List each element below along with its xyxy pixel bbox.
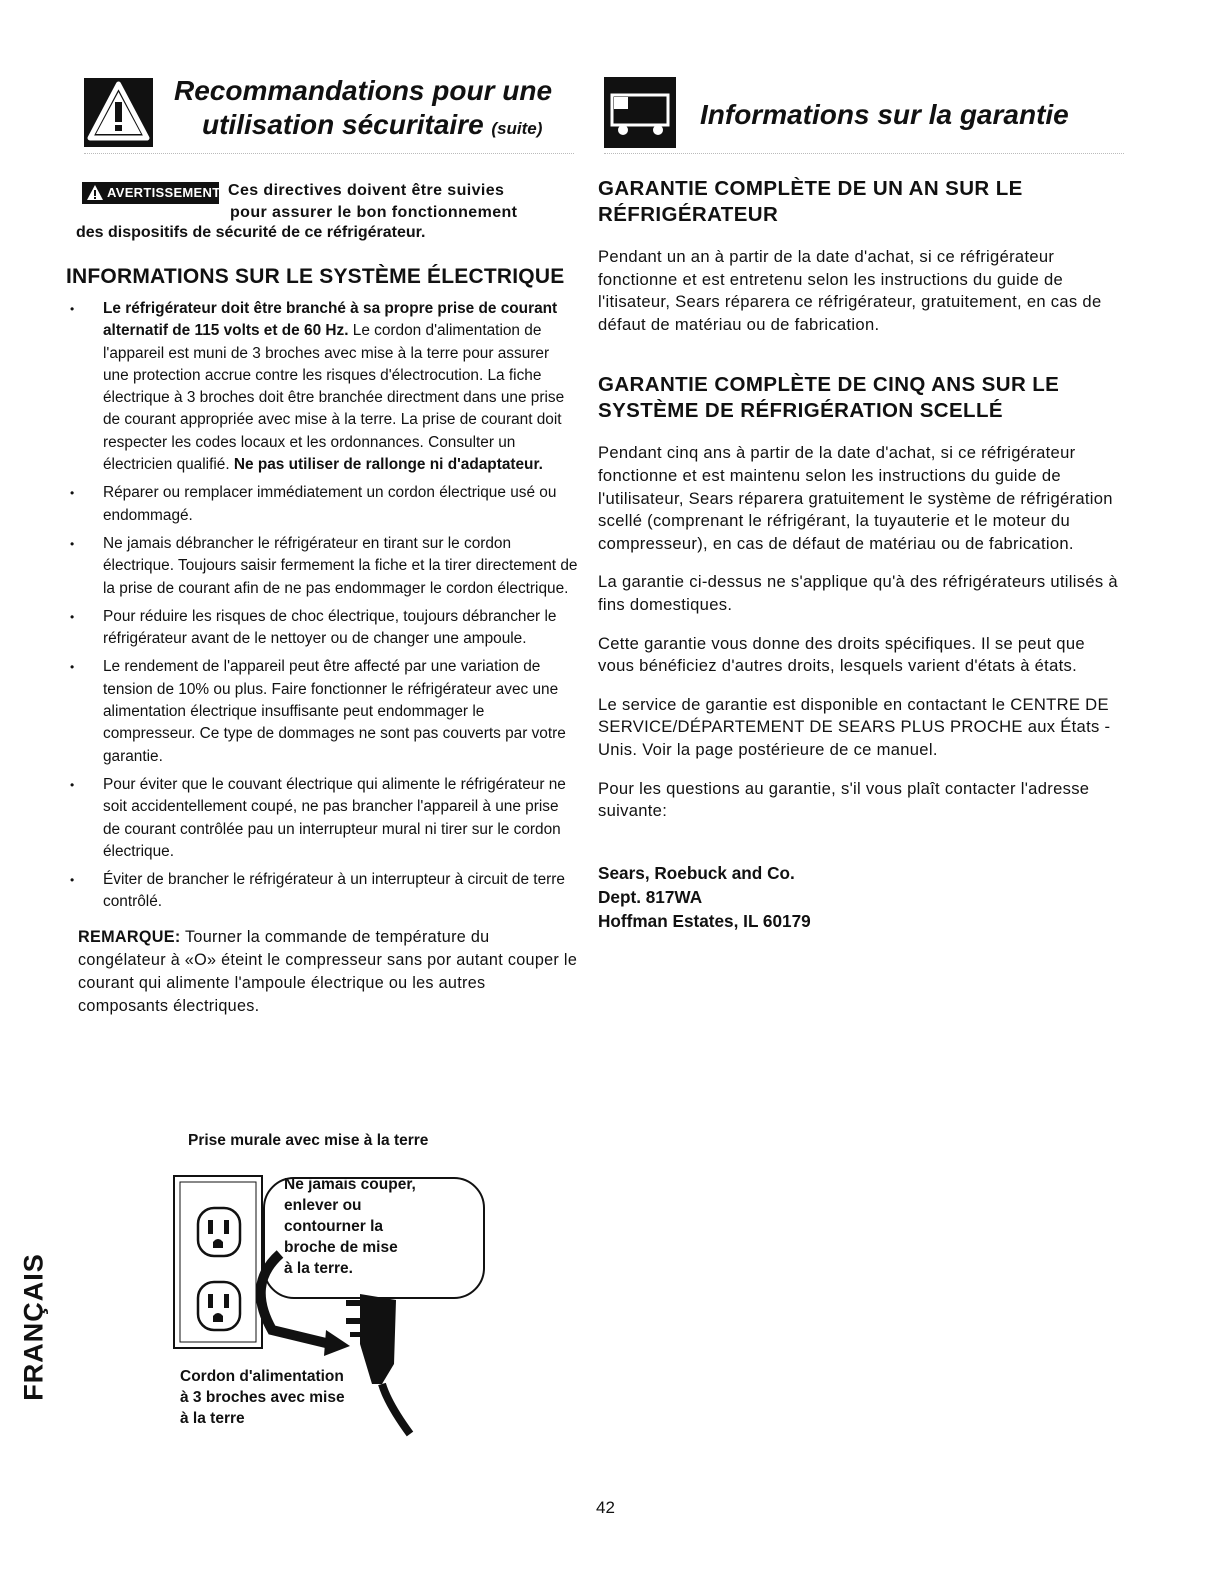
outlet-top-icon xyxy=(198,1208,240,1256)
warning-line2: pour assurer le bon fonctionnement xyxy=(230,204,518,221)
right-column xyxy=(598,176,1118,933)
bullet-text: Le rendement de l'appareil peut être affecté par une variation de tension de 10% ou plus. Faire fonctionner le réfrigérateur avec une alimentation électrique insuffisante peut endommager le compresseur. Ce type de dommages ne sont pas couverts par votre garantie. xyxy=(103,658,566,765)
warning-triangle-icon xyxy=(84,78,153,147)
page-number: 42 xyxy=(596,1498,615,1517)
bullet-bold-tail: Ne pas utiliser de rallonge ni d'adaptateur. xyxy=(233,456,543,474)
bullet-bold-lead: Le réfrigérateur doit être branché à sa propre prise de courant alternatif de 115 volts et de 60 Hz. xyxy=(103,300,558,340)
bullet-text: Ne jamais débrancher le réfrigérateur en tirant sur le cordon électrique. Toujours saisir fermement la fiche et la tirer directement de la prise de courant afin de ne pas endommager le cordon électrique. xyxy=(103,534,578,597)
bullet-text: Pour réduire les risques de choc électrique, toujours débrancher le réfrigérateur avant de le nettoyer ou de changer une ampoule. xyxy=(103,607,557,648)
cord-label xyxy=(180,1366,345,1429)
bullet-text: Le cordon d'alimentation de l'appareil est muni de 3 broches avec mise à la terre pour assurer une protection accrue contre les risques d'électrocution. La fiche électrique à 3 broches doit être branchée directment dans une prise de courant appropriée avec mise à la terre. La prise de courant doit respecter les codes locaux et les ordonnances. Consulter un électricien qualifié. xyxy=(103,322,565,474)
bullet-text: Éviter de brancher le réfrigérateur à un interrupteur à circuit de terre contrôlé. xyxy=(103,871,565,911)
sears-address xyxy=(598,861,1118,933)
callout-bubble xyxy=(260,1168,460,1298)
warning-badge-label: AVERTISSEMENT xyxy=(107,185,221,200)
warning-line3: des dispositifs de sécurité de ce réfrigérateur. xyxy=(76,224,426,241)
warning-badge xyxy=(82,182,219,204)
warranty-five-year-text: Pendant cinq ans à partir de la date d'achat, si ce réfrigérateur fonctionne et est maintenu selon les instructions du guide de l'utilisateur, Sears réparera gratuitement le système de réfrigération scellé (comprenant le réfrigérant, la tuyauterie et le moteur du compresseur), en cas de défaut de matériau ou de fabrication. xyxy=(598,443,1113,553)
warning-small-icon xyxy=(86,184,104,202)
header-left-title-suffix: (suite) xyxy=(491,119,543,138)
warranty-five-year-title-line1: GARANTIE COMPLÈTE DE CINQ ANS SUR LE xyxy=(598,373,1060,397)
callout-line: broche de mise xyxy=(284,1239,398,1256)
address-line: Dept. 817WA xyxy=(598,886,703,907)
figure-title: Prise murale avec mise à la terre xyxy=(188,1132,429,1149)
warranty-contact-text: Pour les questions au garantie, s'il vous plaît contacter l'adresse suivante: xyxy=(598,778,1090,821)
grounded-outlet-figure xyxy=(160,1104,512,1448)
plug-icon xyxy=(346,1294,410,1434)
remark-text: Tourner la commande de température du congélateur à «O» éteint le compresseur sans por autant couper le courant qui alimente l'ampoule électrique ou les autres composants électriques. xyxy=(78,927,578,1015)
warranty-one-year-title-line1: GARANTIE COMPLÈTE DE UN AN SUR LE xyxy=(598,177,1023,200)
remark-note xyxy=(66,926,578,1018)
header-right-title: Informations sur la garantie xyxy=(700,99,1069,130)
warning-line1: Ces directives doivent être suivies xyxy=(228,182,505,199)
warranty-five-year-title-line2: SYSTÈME DE RÉFRIGÉRATION SCELLÉ xyxy=(598,399,1003,423)
address-line: Hoffman Estates, IL 60179 xyxy=(598,910,811,931)
cord-label-line: à 3 broches avec mise xyxy=(180,1389,345,1406)
warranty-service-text: Le service de garantie est disponible en contactant le CENTRE DE SERVICE/DÉPARTEMENT DE SEARS PLUS PROCHE aux États - Unis. Voir la page postérieure de ce manuel. xyxy=(598,694,1111,759)
warranty-domestic-use-text: La garantie ci-dessus ne s'applique qu'à des réfrigérateurs utilisés à fins domestiques. xyxy=(598,572,1118,614)
language-side-tab-label: FRANÇAIS xyxy=(18,1253,49,1401)
bullet-text: Pour éviter que le couvant électrique qui alimente le réfrigérateur ne soit accidentellement coupé, ne pas brancher l'appareil à une prise de courant contrôlée pau un interrupteur mural ni tirer sur le cordon électrique. xyxy=(103,775,566,860)
left-column xyxy=(66,176,578,1018)
electrical-bullet-list xyxy=(66,298,578,914)
warranty-one-year-title-line2: RÉFRIGÉRATEUR xyxy=(598,203,779,226)
header-left-rule xyxy=(84,153,574,154)
list-item xyxy=(66,774,578,863)
warranty-five-year-title xyxy=(598,372,1118,424)
header-right xyxy=(604,72,1124,154)
warranty-rights-text: Cette garantie vous donne des droits spécifiques. Il se peut que vous bénéficiez d'autres droits, lesquels varient d'états à états. xyxy=(598,633,1085,676)
callout-line: Ne jamais couper, xyxy=(284,1176,416,1193)
cord-label-line: Cordon d'alimentation xyxy=(180,1368,344,1385)
remark-label: REMARQUE: xyxy=(78,927,181,946)
list-item xyxy=(66,533,578,600)
callout-text xyxy=(284,1174,416,1279)
language-side-tab xyxy=(14,1232,54,1422)
list-item xyxy=(66,298,578,476)
header-left-title-line2-text: utilisation sécuritaire xyxy=(202,109,484,140)
warranty-one-year-text: Pendant un an à partir de la date d'achat, si ce réfrigérateur fonctionne et est entretenu selon les instructions du guide de l'itisateur, Sears réparera ce réfrigérateur, gratuitement, en cas de défaut de matériau ou de fabrication. xyxy=(598,247,1102,334)
header-left xyxy=(84,72,574,154)
list-item xyxy=(66,869,578,914)
warning-block xyxy=(66,176,578,244)
list-item xyxy=(66,606,578,651)
callout-line: contourner la xyxy=(284,1218,384,1235)
outlet-bottom-icon xyxy=(198,1282,240,1330)
cord-label-line: à la terre xyxy=(180,1410,245,1427)
address-line: Sears, Roebuck and Co. xyxy=(598,862,795,883)
truck-icon xyxy=(604,77,676,148)
callout-line: enlever ou xyxy=(284,1197,362,1214)
header-left-title xyxy=(174,74,552,146)
header-left-title-line1: Recommandations pour une xyxy=(174,75,553,106)
warranty-one-year-title xyxy=(598,176,1118,228)
list-item xyxy=(66,656,578,767)
header-left-title-line2 xyxy=(174,108,552,146)
electrical-section-title: INFORMATIONS SUR LE SYSTÈME ÉLECTRIQUE xyxy=(66,265,565,288)
list-item xyxy=(66,482,578,527)
header-right-rule xyxy=(604,153,1124,154)
callout-line: à la terre. xyxy=(284,1260,353,1277)
bullet-text: Réparer ou remplacer immédiatement un cordon électrique usé ou endommagé. xyxy=(103,484,557,524)
